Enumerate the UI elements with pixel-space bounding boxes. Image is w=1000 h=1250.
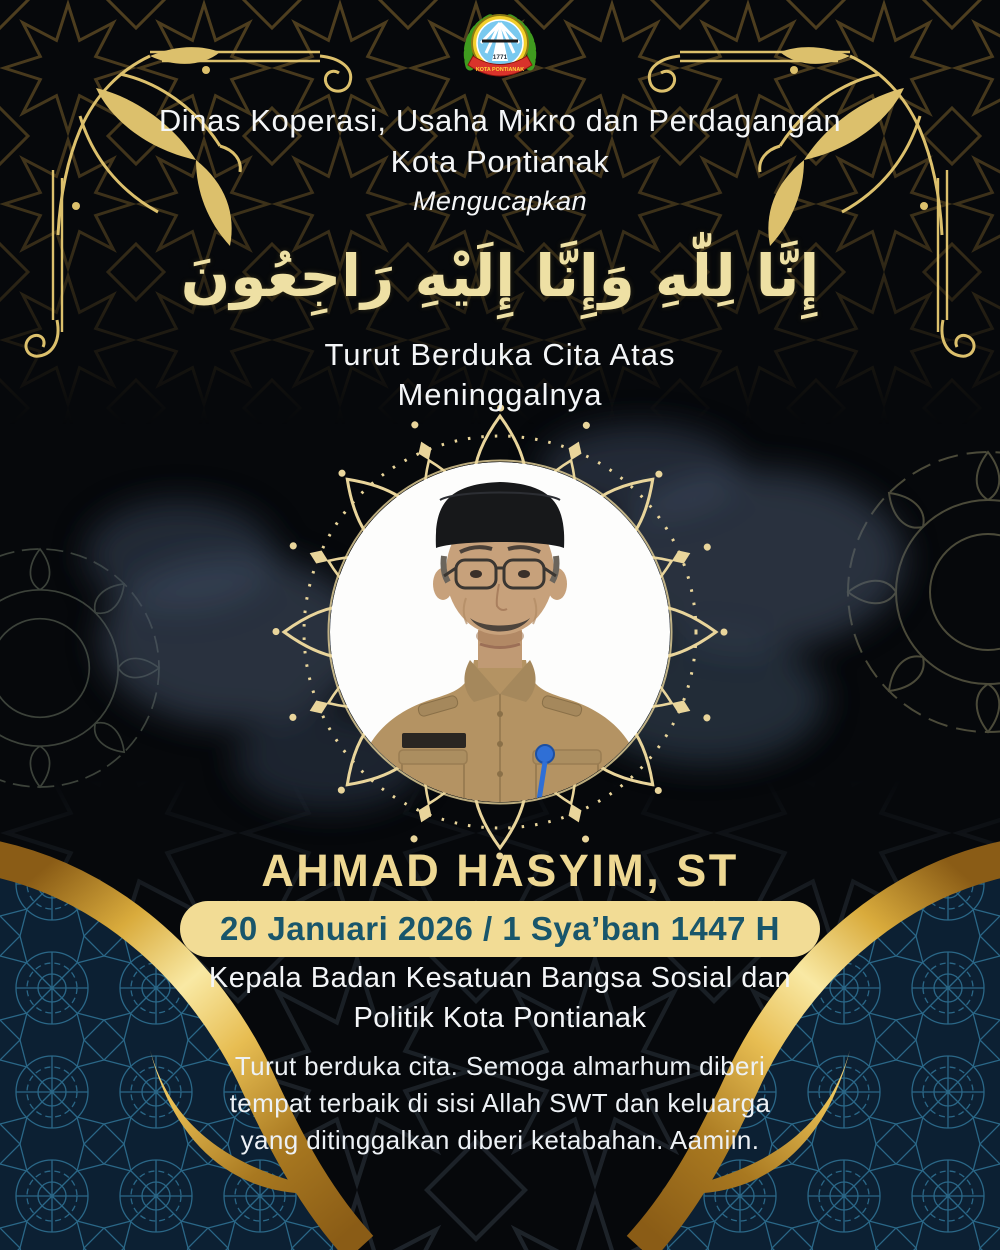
- salutation-text: Mengucapkan: [412, 186, 588, 216]
- message-line1: Turut berduka cita. Semoga almarhum diberi: [234, 1051, 766, 1081]
- org-name-line1: Dinas Koperasi, Usaha Mikro dan Perdagangan: [158, 103, 842, 138]
- logo-year: 1771: [492, 54, 508, 61]
- condolence-line1: Turut Berduka Cita Atas: [324, 337, 676, 372]
- deceased-name: AHMAD HASYIM, ST: [261, 845, 739, 896]
- message-line3: yang ditinggalkan diberi ketabahan. Aamiin.: [240, 1125, 760, 1155]
- pontianak-city-logo: [452, 10, 548, 92]
- condolence-line2: Meninggalnya: [397, 377, 603, 412]
- arabic-calligraphy: إِنَّا لِلّٰهِ وَإِنَّا إِلَيْهِ رَاجِعُونَ: [180, 242, 820, 310]
- date-banner: 20 Januari 2026 / 1 Sya’ban 1447 H: [180, 901, 820, 957]
- uniform-name-tag: [402, 733, 466, 748]
- logo-banner-text: KOTA PONTIANAK: [475, 67, 525, 73]
- date-banner-row: [0, 901, 1000, 957]
- pen-clip: [536, 745, 554, 763]
- message-line2: tempat terbaik di sisi Allah SWT dan keluarga: [229, 1088, 771, 1118]
- org-name-line2: Kota Pontianak: [390, 144, 610, 179]
- position-line2: Politik Kota Pontianak: [353, 1002, 647, 1034]
- position-line1: Kepala Badan Kesatuan Bangsa Sosial dan: [208, 962, 792, 994]
